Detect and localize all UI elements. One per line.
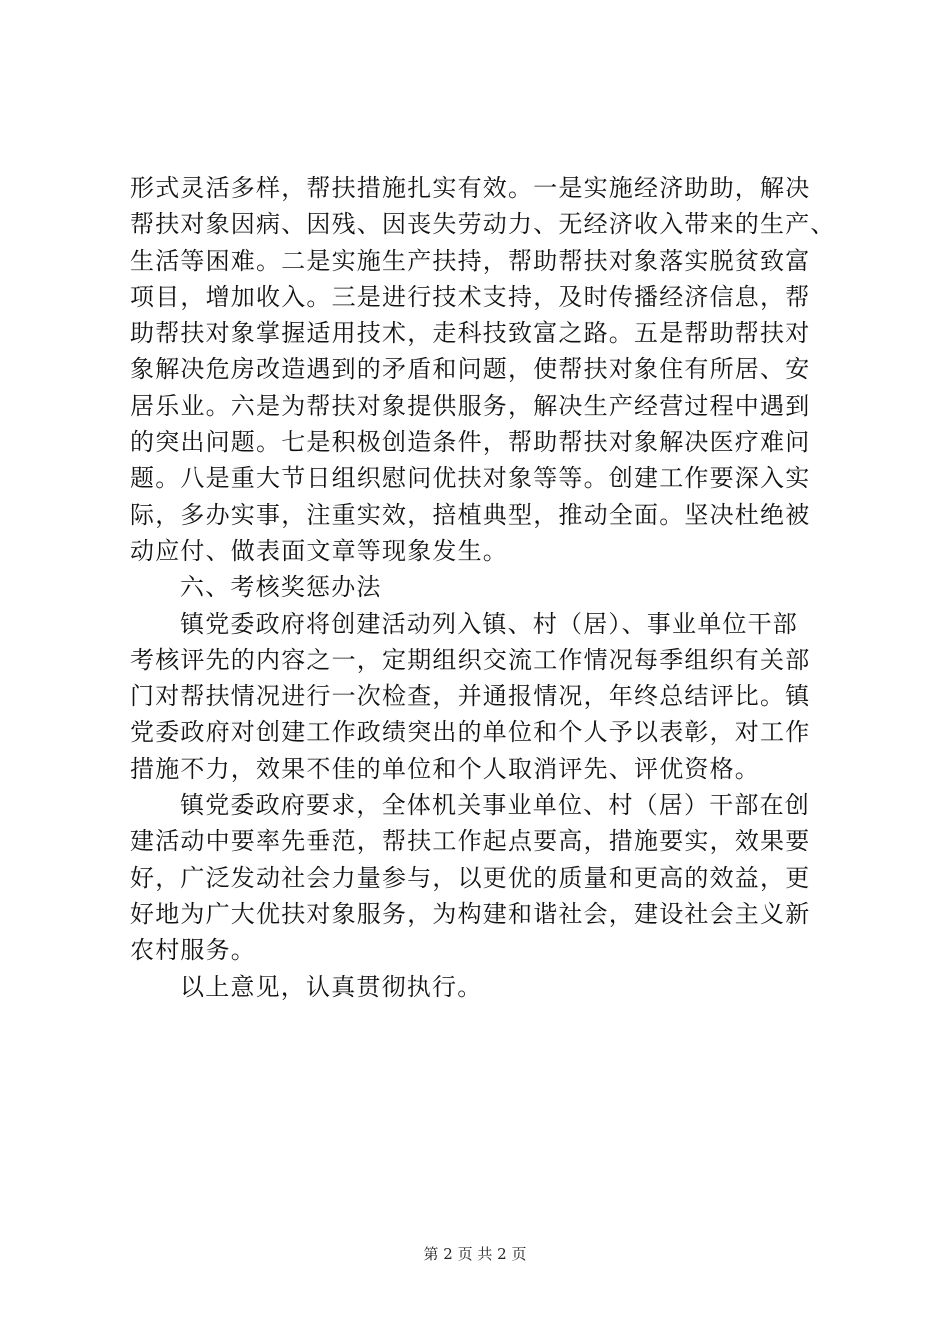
text-line: 助帮扶对象掌握适用技术，走科技致富之路。五是帮助帮扶对: [130, 319, 811, 348]
text-line: 以上意见，认真贯彻执行。: [180, 972, 483, 1001]
text-line: 帮扶对象因病、因残、因丧失劳动力、无经济收入带来的生产、: [130, 210, 836, 239]
text-line: 象解决危房改造遇到的矛盾和问题，使帮扶对象住有所居、安: [130, 355, 811, 384]
text-line: 考核评先的内容之一，定期组织交流工作情况每季组织有关部: [130, 645, 811, 674]
body-text: [130, 170, 836, 1005]
text-line: 生活等困难。二是实施生产扶持，帮助帮扶对象落实脱贫致富: [130, 246, 811, 275]
text-line: 建活动中要率先垂范，帮扶工作起点要高，措施要实，效果要: [130, 827, 811, 856]
text-line: 门对帮扶情况进行一次检查，并通报情况，年终总结评比。镇: [130, 682, 811, 711]
text-line: 镇党委政府要求，全体机关事业单位、村（居）干部在创: [180, 791, 810, 820]
text-line: 动应付、做表面文章等现象发生。: [130, 536, 508, 565]
section-heading: 六、考核奖惩办法: [180, 573, 382, 602]
text-line: 镇党委政府将创建活动列入镇、村（居）、事业单位干部: [180, 609, 798, 638]
text-line: 好，广泛发动社会力量参与，以更优的质量和更高的效益，更: [130, 863, 811, 892]
text-line: 好地为广大优扶对象服务，为构建和谐社会，建设社会主义新: [130, 899, 811, 928]
text-line: 农村服务。: [130, 936, 256, 965]
text-line: 居乐业。六是为帮扶对象提供服务，解决生产经营过程中遇到: [130, 391, 811, 420]
text-line: 党委政府对创建工作政绩突出的单位和个人予以表彰，对工作: [130, 718, 811, 747]
text-line: 题。八是重大节日组织慰问优扶对象等等。创建工作要深入实: [130, 464, 811, 493]
text-line: 际，多办实事，注重实效，掊植典型，推动全面。坚决杜绝被: [130, 500, 811, 529]
text-line: 形式灵活多样，帮扶措施扎实有效。一是实施经济助助，解决: [130, 174, 811, 202]
page-number-footer: 第 2 页 共 2 页: [423, 1245, 527, 1263]
text-line: 措施不力，效果不佳的单位和个人取消评先、评优资格。: [130, 754, 760, 783]
text-line: 的突出问题。七是积极创造条件，帮助帮扶对象解决医疗难问: [130, 428, 811, 457]
text-line: 项目，增加收入。三是进行技术支持，及时传播经济信息，帮: [130, 282, 811, 311]
